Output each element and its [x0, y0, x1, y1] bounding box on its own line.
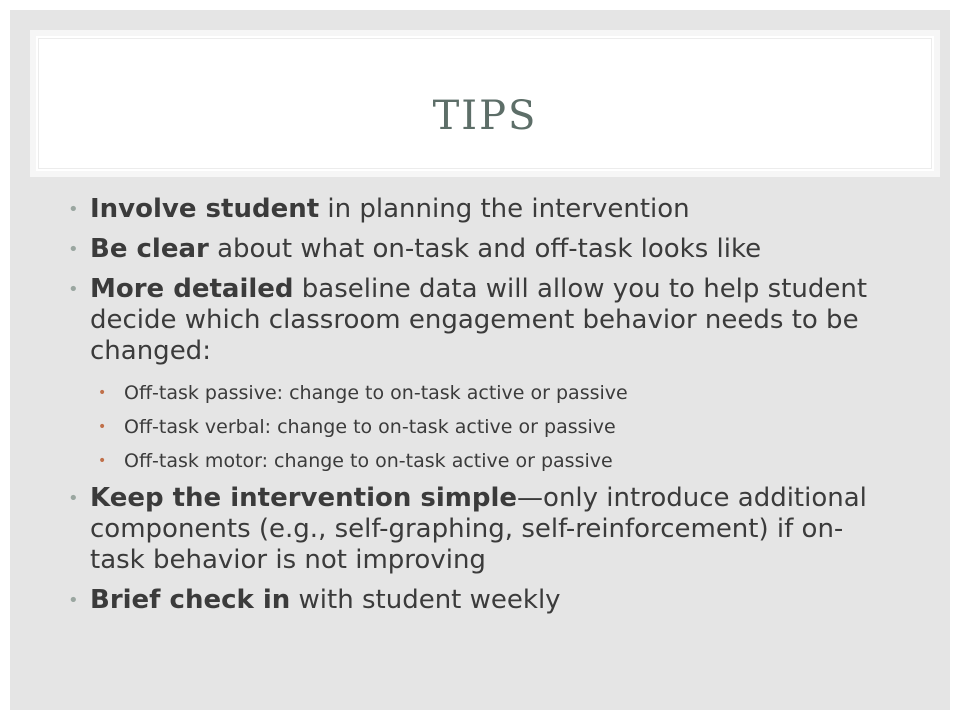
slide-title: TIPS — [432, 93, 538, 139]
bullet-text: —only introduce additional components (e.g., self-graphing, self-reinforcement) if on-task behavior is not improving — [90, 483, 867, 575]
sub-bullet-text: Off-task verbal: change to on-task active or passive — [124, 416, 616, 438]
bullet-text: with student weekly — [290, 585, 561, 615]
bullet-dot-icon: • — [68, 590, 79, 611]
sub-bullet-dot-icon: • — [98, 453, 107, 469]
slide — [10, 10, 950, 710]
sub-bullet-list — [90, 381, 898, 473]
bullet-item — [68, 274, 898, 473]
bullet-list — [68, 194, 898, 625]
bullet-dot-icon: • — [68, 279, 79, 300]
bullet-bold: More detailed — [90, 274, 294, 304]
bullet-text: in planning the intervention — [319, 194, 690, 224]
bullet-bold: Be clear — [90, 234, 209, 264]
bullet-dot-icon: • — [68, 239, 79, 260]
bullet-bold: Keep the intervention simple — [90, 483, 518, 513]
bullet-bold: Involve student — [90, 194, 320, 224]
bullet-dot-icon: • — [68, 199, 79, 220]
sub-bullet-item — [90, 415, 898, 439]
bullet-dot-icon: • — [68, 488, 79, 509]
sub-bullet-text: Off-task motor: change to on-task active or passive — [124, 450, 613, 472]
sub-bullet-item — [90, 381, 898, 405]
bullet-item — [68, 483, 898, 576]
sub-bullet-item — [90, 449, 898, 473]
sub-bullet-dot-icon: • — [98, 385, 107, 401]
bullet-text: baseline data will allow you to help student decide which classroom engagement behavior needs to be changed: — [90, 274, 868, 366]
bullet-item — [68, 585, 898, 616]
bullet-item — [68, 194, 898, 225]
bullet-text: about what on-task and off-task looks like — [208, 234, 762, 264]
sub-bullet-text: Off-task passive: change to on-task active or passive — [124, 382, 628, 404]
sub-bullet-dot-icon: • — [98, 419, 107, 435]
bullet-bold: Brief check in — [90, 585, 291, 615]
title-frame — [30, 30, 940, 177]
bullet-item — [68, 234, 898, 265]
